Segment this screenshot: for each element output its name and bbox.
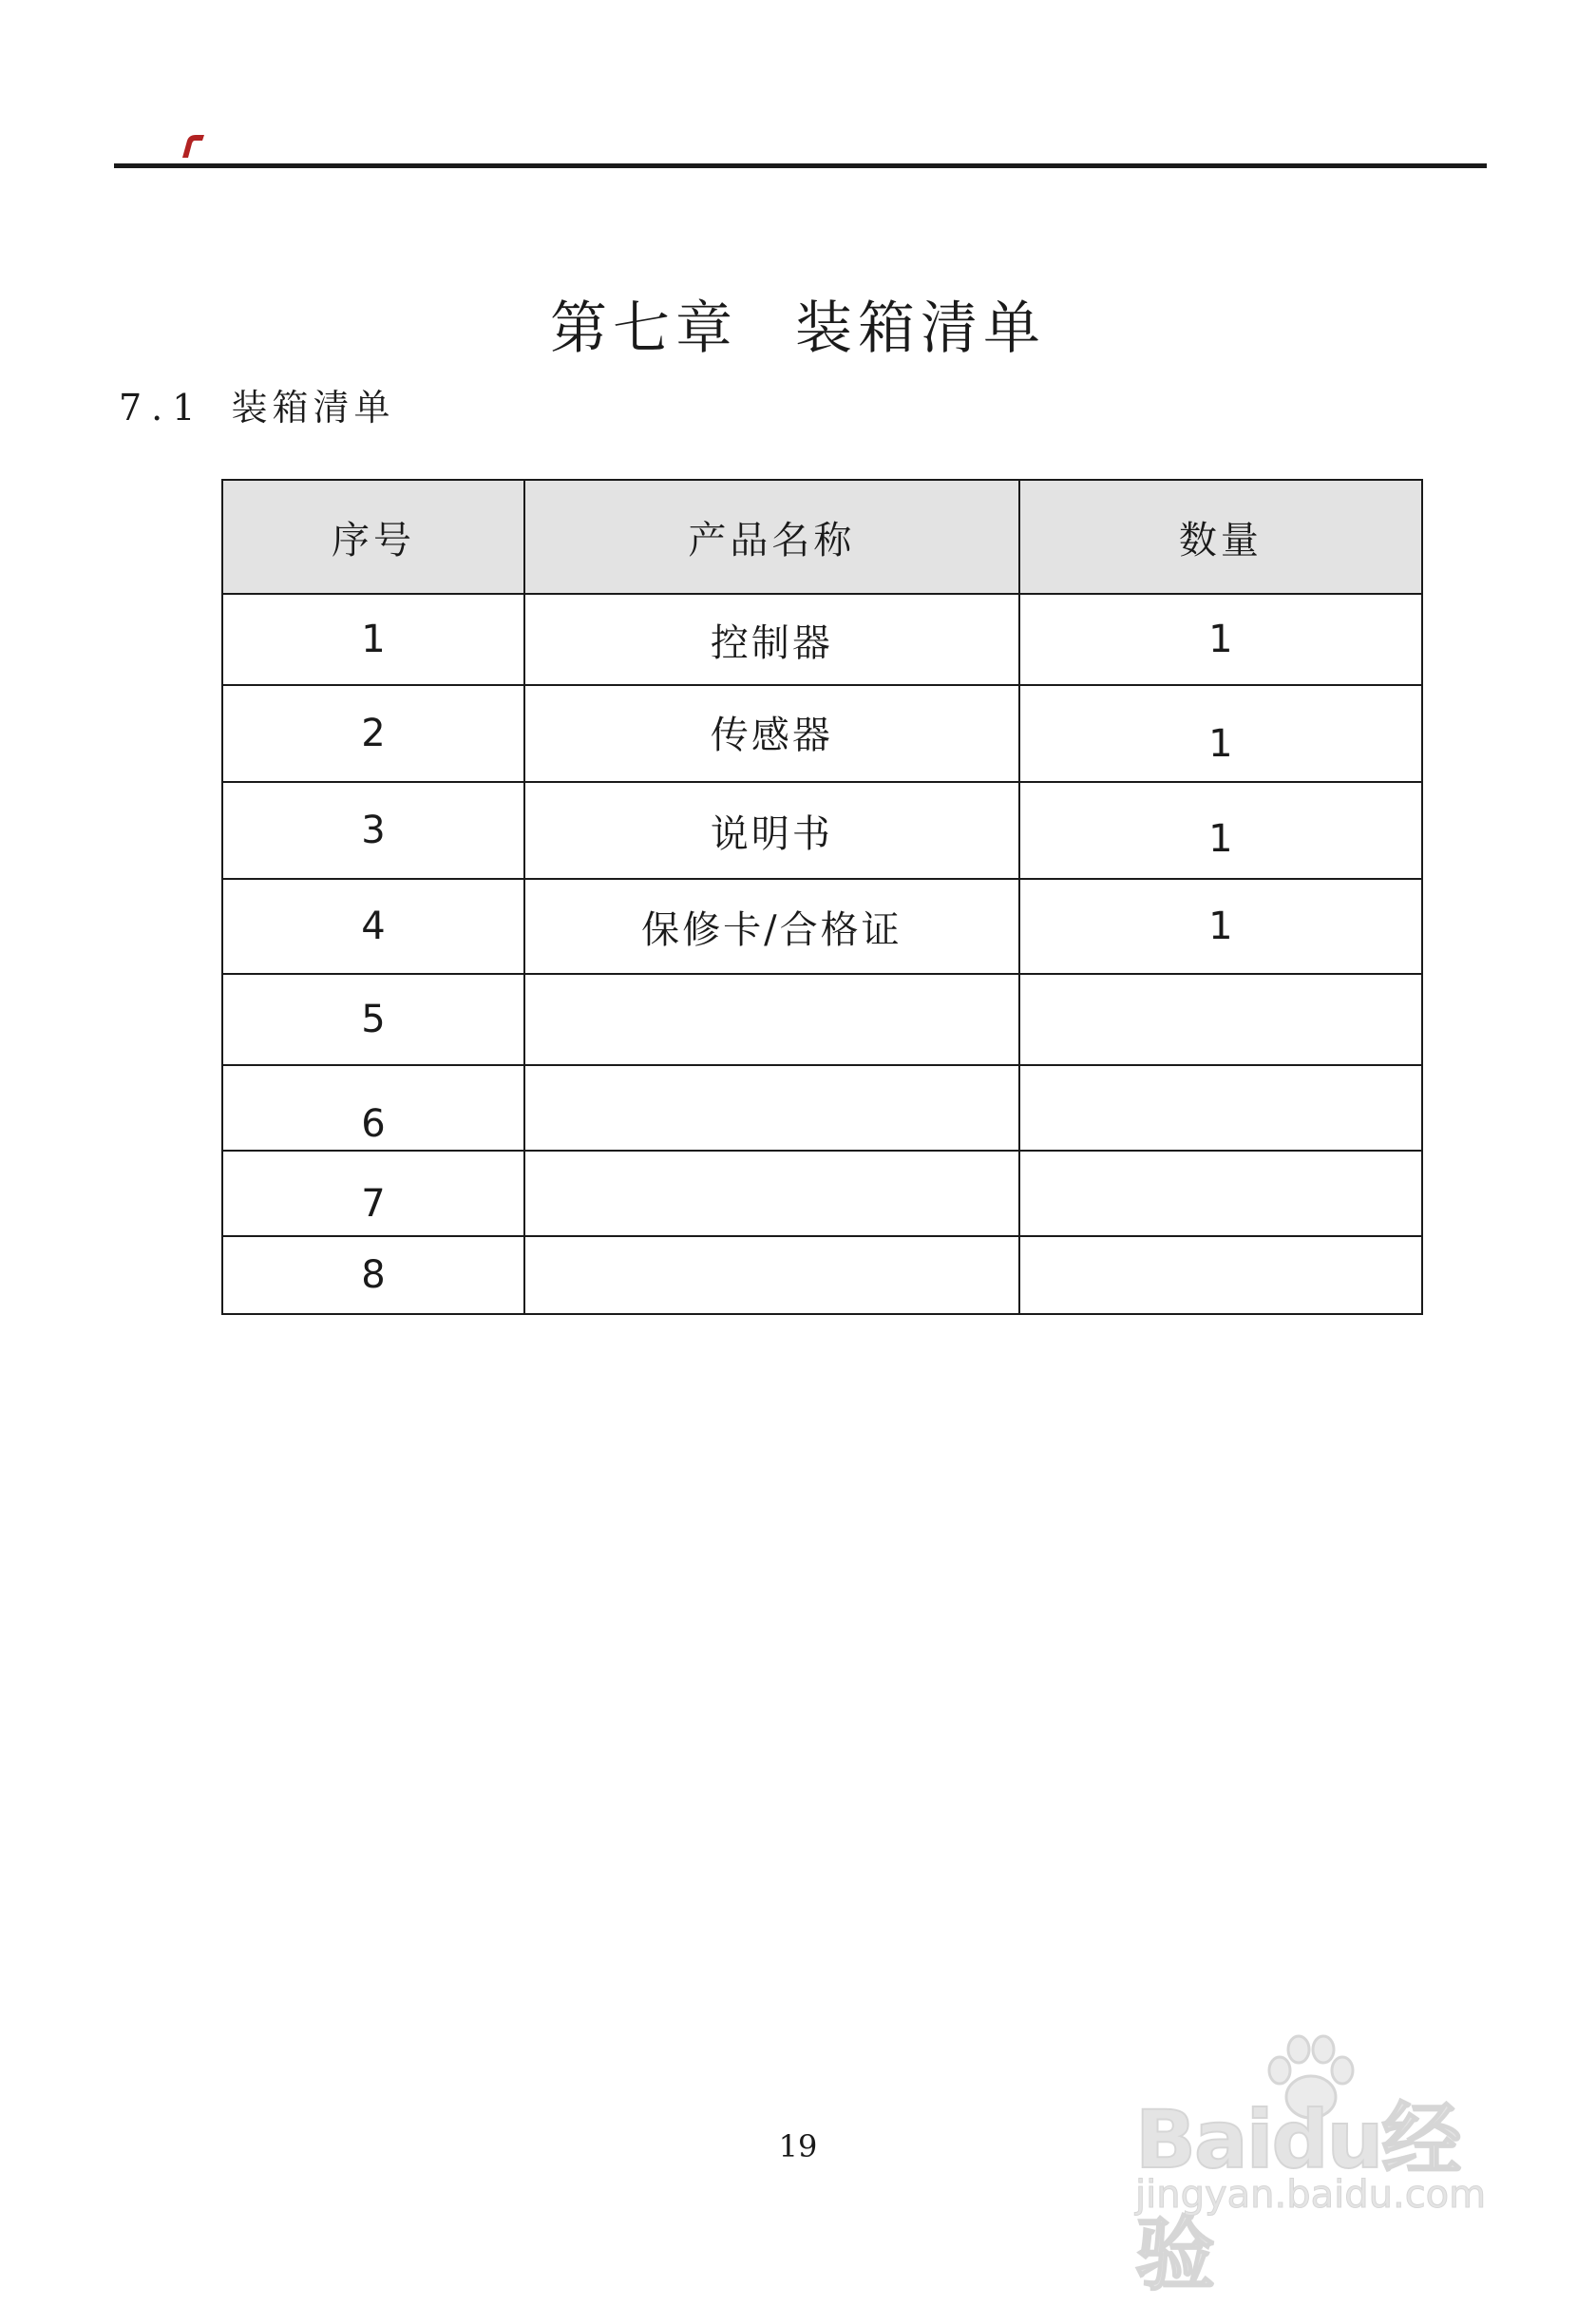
cell-quantity: 1 [1019,782,1422,879]
watermark-url: jingyan.baidu.com [1135,2173,1487,2217]
cell-product-name [524,1151,1019,1236]
cell-quantity [1019,1151,1422,1236]
cell-serial-no: 4 [222,879,524,974]
cell-serial-no: 1 [222,594,524,685]
header-quantity: 数量 [1019,480,1422,594]
cell-product-name [524,1065,1019,1151]
header-serial-no: 序号 [222,480,524,594]
cell-product-name: 控制器 [524,594,1019,685]
watermark-brand: Baidu经验 [1135,2093,1460,2301]
cell-quantity [1019,974,1422,1065]
cell-product-name [524,1236,1019,1314]
table-row [222,974,1422,1065]
cell-quantity [1019,1065,1422,1151]
cell-quantity: 1 [1019,685,1422,782]
cell-quantity: 1 [1019,879,1422,974]
cell-product-name: 保修卡/合格证 [524,879,1019,974]
cell-serial-no: 5 [222,974,524,1065]
logo-mark [179,133,205,158]
cell-serial-no: 6 [222,1065,524,1151]
table-row [222,782,1422,879]
section-number: 7.1 [119,387,205,429]
header-rule [114,163,1487,168]
table-header-row [222,480,1422,594]
table-row [222,594,1422,685]
cell-serial-no: 3 [222,782,524,879]
table-row [222,879,1422,974]
cell-product-name: 说明书 [524,782,1019,879]
section-title: 装箱清单 [231,387,395,429]
table-row [222,1151,1422,1236]
chapter-title [0,283,1596,365]
table-row [222,1236,1422,1314]
header-product-name: 产品名称 [524,480,1019,594]
cell-product-name [524,974,1019,1065]
cell-serial-no: 8 [222,1236,524,1314]
section-heading [119,378,394,430]
chapter-prefix: 第七章 [550,295,738,363]
table-row [222,1065,1422,1151]
watermark [1135,2029,1515,2301]
page-number: 19 [778,2128,818,2164]
table-row [222,685,1422,782]
cell-quantity: 1 [1019,594,1422,685]
cell-serial-no: 7 [222,1151,524,1236]
chapter-name: 装箱清单 [795,295,1046,363]
packing-list-table [221,479,1423,1315]
cell-product-name: 传感器 [524,685,1019,782]
cell-quantity [1019,1236,1422,1314]
cell-serial-no: 2 [222,685,524,782]
